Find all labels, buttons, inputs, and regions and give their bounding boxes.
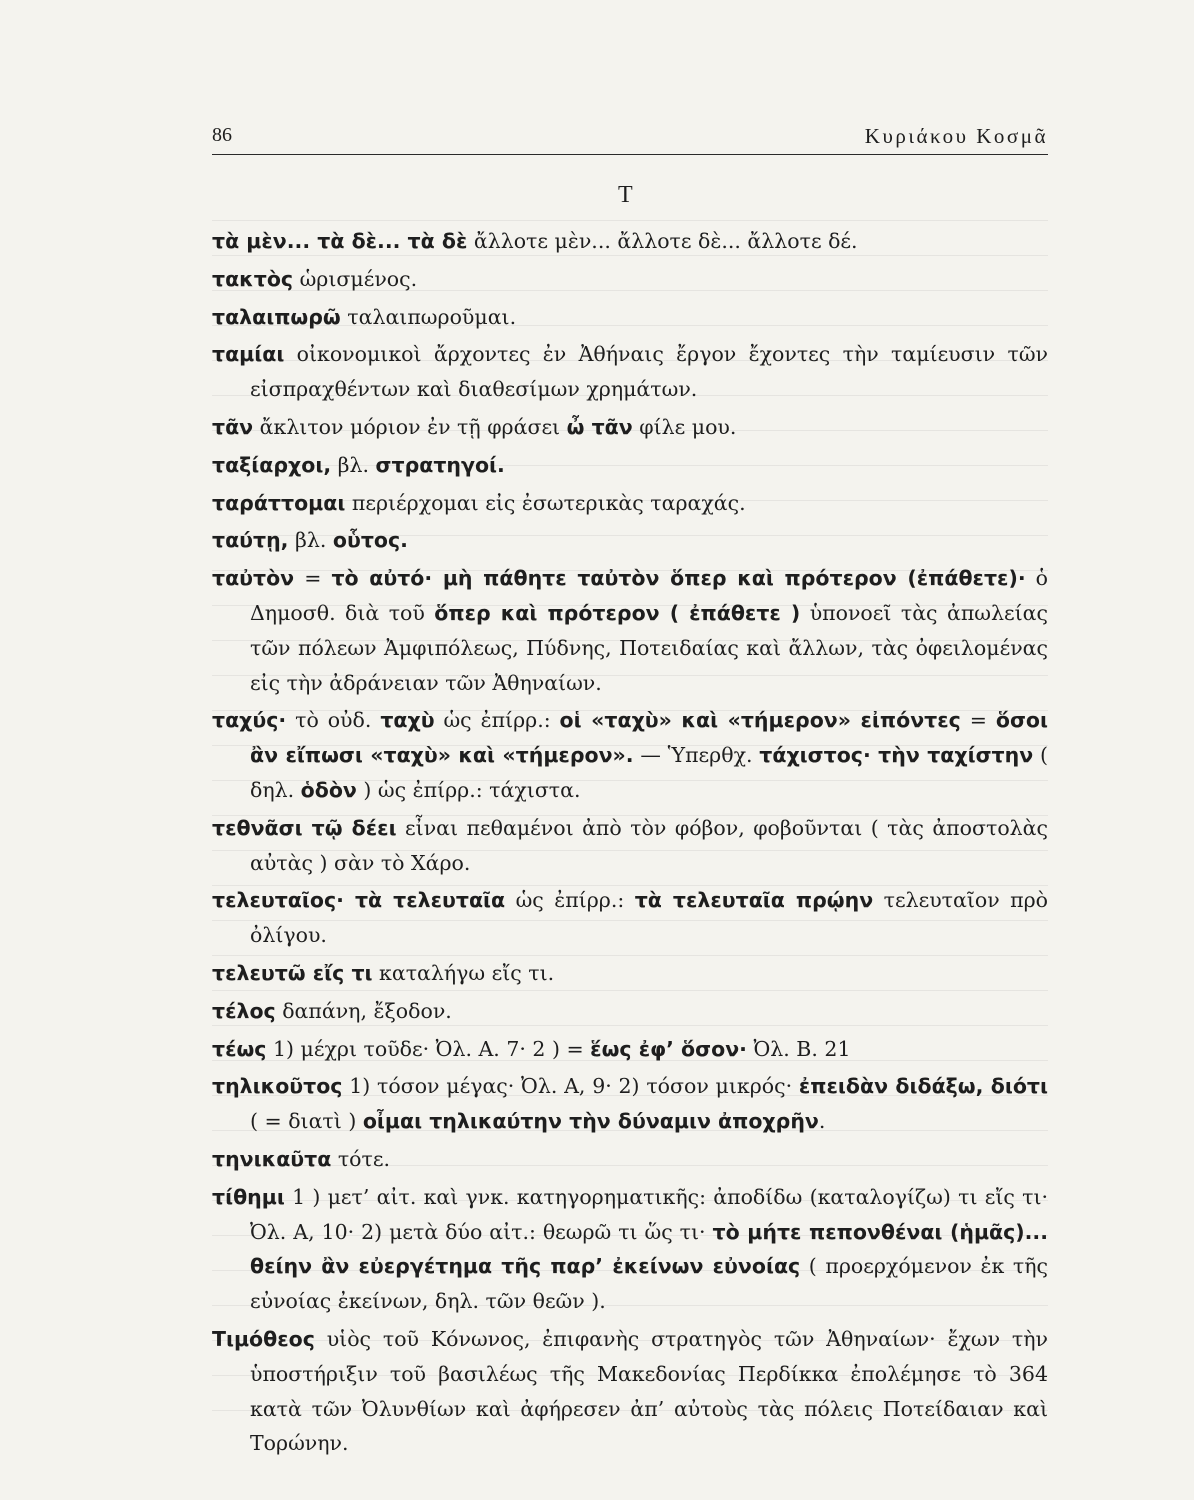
bold-phrase: ὦ τᾶν bbox=[566, 414, 633, 439]
headword: τηλικοῦτος bbox=[212, 1074, 343, 1099]
bold-phrase: τὰ τελευταῖα πρῴην bbox=[634, 888, 874, 913]
definition-text: τελευταῖον πρὸ ὀλίγου. bbox=[250, 888, 1048, 948]
headword: ταμίαι bbox=[212, 342, 285, 367]
definition-text: τότε. bbox=[331, 1146, 390, 1171]
bold-phrase: ἐπειδὰν διδάξω, διότι bbox=[798, 1074, 1048, 1099]
definition-text: ταλαιπωροῦμαι. bbox=[340, 304, 517, 329]
bold-phrase: οἶμαι τηλικαύτην τὴν δύναμιν ἀποχρῆν bbox=[362, 1109, 819, 1134]
headword: τέως bbox=[212, 1036, 267, 1061]
definition-text: Ὀλ. Β. 21 bbox=[746, 1036, 851, 1061]
definition-text: 1) τόσον μέγας· Ὀλ. Α, 9· 2) τόσον μικρός· bbox=[342, 1074, 799, 1099]
glossary-entry bbox=[212, 1142, 1048, 1177]
bold-phrase: ὅπερ καὶ πρότερον ( ἐπάθετε ) bbox=[434, 600, 801, 625]
glossary-entry bbox=[212, 337, 1048, 407]
definition-text: ὡρισμένος. bbox=[293, 266, 418, 291]
headword: τίθημι bbox=[212, 1184, 285, 1209]
headword: ταχύς· bbox=[212, 708, 287, 733]
definition-text: ὑπονοεῖ τὰς ἀπωλείας τῶν πόλεων Ἀμφιπόλεως, Πύδνης, Ποτειδαίας καὶ ἄλλων, τὰς ὀφειλομένας εἰς τὴν ἀδράνειαν τῶν Ἀθηναίων. bbox=[250, 600, 1048, 695]
definition-text: ) ὡς ἐπίρρ.: τάχιστα. bbox=[356, 777, 581, 802]
headword: Τιμόθεος bbox=[212, 1326, 315, 1351]
page-header bbox=[212, 120, 1048, 155]
headword: τακτὸς bbox=[212, 266, 294, 291]
definition-text: ( = διατὶ ) bbox=[250, 1109, 363, 1134]
bold-phrase: τὸ αὐτό· μὴ πάθητε ταὐτὸν ὅπερ καὶ πρότερον (ἐπάθετε)· bbox=[331, 566, 1026, 591]
headword: τὰ μὲν... τὰ δὲ... τὰ δὲ bbox=[212, 229, 468, 253]
glossary-entry bbox=[212, 486, 1048, 521]
definition-text: ὡς ἐπίρρ.: bbox=[505, 888, 635, 913]
definition-text: = bbox=[294, 566, 332, 591]
definition-text: εἶναι πεθαμένοι ἀπὸ τὸν φόβον, φοβοῦνται ( τὰς ἀποστολὰς αὐτὰς ) σὰν τὸ Χάρο. bbox=[250, 815, 1048, 875]
glossary-entry bbox=[212, 561, 1048, 700]
definition-text: υἱὸς τοῦ Κόνωνος, ἐπιφανὴς στρατηγὸς τῶν Ἀθηναίων· ἔχων τὴν ὑποστήριξιν τοῦ βασιλέως τῆς Μακεδονίας Περδίκκα ἐπολέμησε τὸ 364 κατὰ τῶν Ὀλυνθίων καὶ ἀφήρεσεν ἀπ’ αὐτοὺς τὰς πόλεις Ποτείδαιαν καὶ Τορώνην. bbox=[250, 1326, 1048, 1456]
glossary-entry bbox=[212, 703, 1048, 807]
definition-text: οἰκονομικοὶ ἄρχοντες ἐν Ἀθήναις ἔργον ἔχοντες τὴν ταμίευσιν τῶν εἰσπραχθέντων καὶ διαθεσίμων χρημάτων. bbox=[250, 342, 1048, 402]
bold-phrase: οὗτος. bbox=[332, 528, 408, 553]
definition-text: ἄλλοτε μὲν... ἄλλοτε δὲ... ἄλλοτε δέ. bbox=[467, 229, 858, 253]
headword: ταὐτὸν bbox=[212, 566, 295, 591]
headword: ταλαιπωρῶ bbox=[212, 304, 341, 329]
definition-text: βλ. bbox=[288, 528, 333, 553]
glossary-entry bbox=[212, 956, 1048, 991]
definition-text: ( προερχόμενον ἐκ τῆς εὐνοίας ἐκείνων, δηλ. τῶν θεῶν ). bbox=[250, 1254, 1048, 1314]
section-letter: Τ bbox=[618, 182, 633, 208]
definition-text: = bbox=[960, 708, 996, 733]
glossary-entry bbox=[212, 300, 1048, 335]
glossary-entry bbox=[212, 1322, 1048, 1461]
bold-phrase: τὸ μήτε πεπονθέναι (ἡμᾶς)... θείην ἂν εὐεργέτημα τῆς παρ’ ἐκείνων εὐνοίας bbox=[250, 1219, 1049, 1279]
headword: τηνικαῦτα bbox=[212, 1146, 332, 1171]
definition-text: φίλε μου. bbox=[632, 414, 737, 439]
glossary-entry bbox=[212, 994, 1048, 1029]
page-number: 86 bbox=[212, 124, 232, 146]
glossary-entry bbox=[212, 448, 1048, 483]
headword: τελευταῖος· τὰ τελευταῖα bbox=[212, 888, 506, 913]
headword: ταράττομαι bbox=[212, 490, 346, 515]
definition-text: 1) μέχρι τοῦδε· Ὀλ. Α. 7· 2 ) = bbox=[266, 1036, 591, 1061]
definition-text: . bbox=[818, 1109, 826, 1134]
glossary-entry bbox=[212, 811, 1048, 881]
bold-phrase: ἕως ἐφ’ ὅσον· bbox=[590, 1036, 747, 1061]
headword: τᾶν bbox=[212, 414, 254, 439]
glossary-entry bbox=[212, 1069, 1048, 1139]
bold-phrase: στρατηγοί. bbox=[375, 452, 505, 477]
headword: τελευτῶ εἴς τι bbox=[212, 960, 373, 985]
bold-phrase: οἱ «ταχὺ» καὶ «τήμερον» εἰπόντες bbox=[559, 708, 961, 733]
bold-phrase: ὅσοι ἂν εἴπωσι «ταχὺ» καὶ «τήμερον». bbox=[250, 708, 1048, 768]
definition-text: ἄκλιτον μόριον ἐν τῇ φράσει bbox=[253, 414, 567, 439]
definition-text: καταλήγω εἴς τι. bbox=[372, 960, 555, 985]
definition-text: — Ὑπερθχ. bbox=[633, 743, 760, 768]
headword: ταύτῃ, bbox=[212, 528, 289, 553]
glossary-entry bbox=[212, 523, 1048, 558]
glossary-entry bbox=[212, 1032, 1048, 1067]
definition-text: τὸ οὐδ. bbox=[286, 708, 381, 733]
definition-text: ὁ Δημοσθ. διὰ τοῦ bbox=[250, 566, 1049, 625]
bold-phrase: ταχὺ bbox=[380, 708, 435, 733]
glossary-entry bbox=[212, 883, 1048, 953]
definition-text: ( δηλ. bbox=[250, 743, 1048, 802]
definition-text: βλ. bbox=[331, 452, 376, 477]
definition-text: δαπάνη, ἔξοδον. bbox=[275, 998, 452, 1023]
running-head: Κυριάκου Κοσμᾶ bbox=[864, 124, 1048, 148]
headword: ταξίαρχοι, bbox=[212, 452, 332, 477]
headword: τεθνᾶσι τῷ δέει bbox=[212, 815, 397, 840]
bold-phrase: τάχιστος· τὴν ταχίστην bbox=[759, 743, 1034, 768]
definition-text: 1 ) μετ’ αἰτ. καὶ γνκ. κατηγορηματικῆς: ἀποδίδω (καταλογίζω) τι εἴς τι· Ὀλ. Α, 10· 2) μετὰ δύο αἰτ.: θεωρῶ τι ὥς τι· bbox=[250, 1184, 1048, 1244]
bold-phrase: ὁδὸν bbox=[300, 777, 357, 802]
headword: τέλος bbox=[212, 998, 276, 1023]
definition-text: ὡς ἐπίρρ.: bbox=[434, 708, 560, 733]
glossary-entry bbox=[212, 410, 1048, 445]
definition-text: περιέρχομαι εἰς ἐσωτερικὰς ταραχάς. bbox=[345, 490, 746, 515]
glossary-entry bbox=[212, 262, 1048, 297]
glossary-entry bbox=[212, 224, 1048, 259]
glossary-entries bbox=[212, 224, 1048, 1464]
glossary-entry bbox=[212, 1180, 1048, 1319]
